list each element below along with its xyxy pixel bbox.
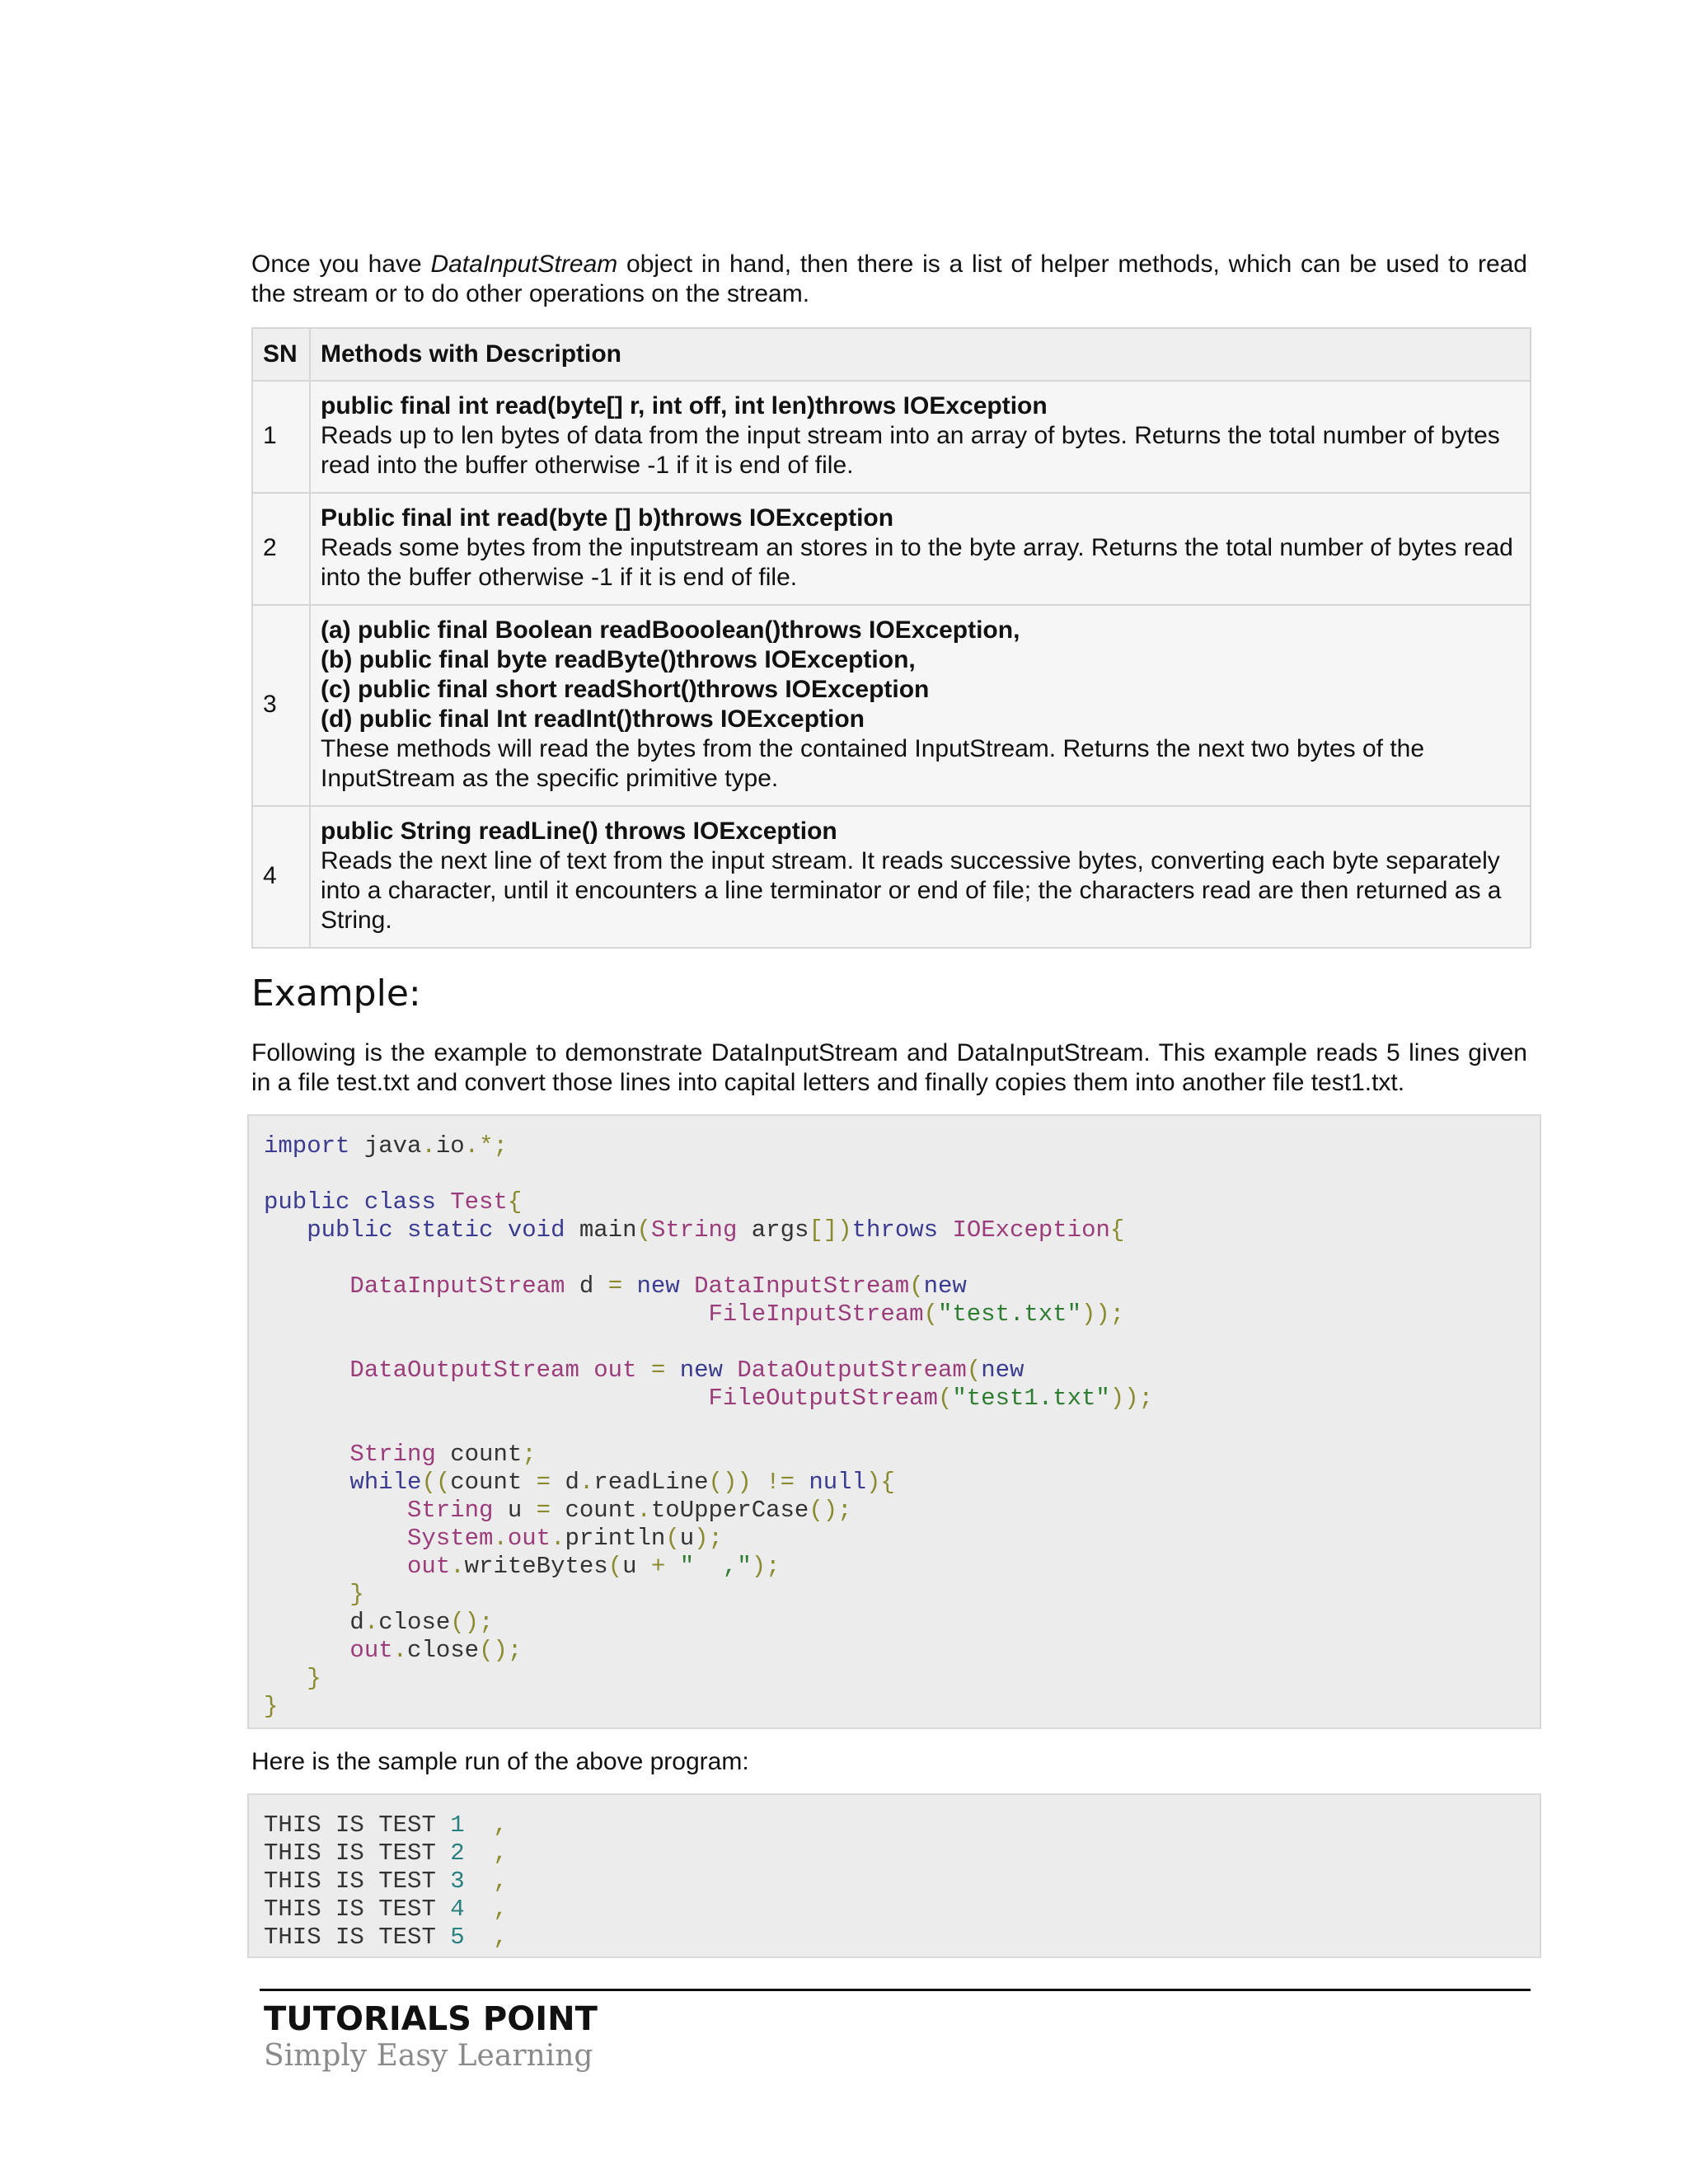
example-heading: Example: xyxy=(251,972,421,1015)
code-line: d.close(); xyxy=(349,1609,494,1636)
row-sn: 3 xyxy=(252,605,310,806)
code-line: public class Test{ xyxy=(264,1188,523,1216)
output-line: THIS IS TEST 4 , xyxy=(264,1896,508,1923)
method-description: Reads some bytes from the inputstream an stores in to the byte array. Returns the total number of bytes read into the buffer otherwise -1 if it is end of file. xyxy=(321,534,1513,591)
method-signature: public final int read(byte[] r, int off, int len)throws IOException xyxy=(321,392,1048,419)
intro-class-name: DataInputStream xyxy=(430,251,618,278)
method-signature: public String readLine() throws IOException xyxy=(321,818,837,845)
intro-paragraph xyxy=(251,250,1527,309)
code-line: } xyxy=(349,1581,364,1608)
code-line: out.close(); xyxy=(349,1637,523,1664)
footer-brand: TUTORIALS POINT xyxy=(264,2000,598,2038)
table-header-row xyxy=(252,328,1531,381)
output-line: THIS IS TEST 3 , xyxy=(264,1868,508,1895)
row-method-cell xyxy=(310,381,1531,493)
code-line: import java.io.*; xyxy=(264,1132,508,1160)
table-row xyxy=(252,493,1531,605)
row-method-cell xyxy=(310,806,1531,948)
row-method-cell xyxy=(310,605,1531,806)
code-line: DataInputStream d = new DataInputStream(new xyxy=(349,1272,967,1300)
method-signature: (c) public final short readShort()throws IOException xyxy=(321,676,930,703)
method-signature: (d) public final Int readInt()throws IOException xyxy=(321,705,865,733)
header-methods: Methods with Description xyxy=(310,328,1531,381)
footer-divider xyxy=(260,1989,1531,1991)
row-sn: 1 xyxy=(252,381,310,493)
code-line: out.writeBytes(u + " ,"); xyxy=(407,1553,781,1580)
code-block xyxy=(247,1114,1541,1729)
output-block xyxy=(247,1793,1541,1958)
method-signature: (a) public final Boolean readBooolean()throws IOException, xyxy=(321,616,1020,644)
footer-tagline: Simply Easy Learning xyxy=(264,2039,593,2073)
table-row xyxy=(252,806,1531,948)
code-line: String u = count.toUpperCase(); xyxy=(407,1497,852,1524)
header-sn: SN xyxy=(252,328,310,381)
table-row xyxy=(252,605,1531,806)
intro-text-after: object in hand, then there is a list of helper methods, which can be used to read the stream or to do other operations on the stream. xyxy=(251,251,1527,307)
code-line: FileOutputStream("test1.txt")); xyxy=(708,1385,1154,1412)
output-line: THIS IS TEST 1 , xyxy=(264,1811,508,1839)
code-line: } xyxy=(307,1665,321,1692)
code-line: } xyxy=(264,1693,279,1720)
row-sn: 4 xyxy=(252,806,310,948)
row-method-cell xyxy=(310,493,1531,605)
row-sn: 2 xyxy=(252,493,310,605)
method-signature: Public final int read(byte [] b)throws IOException xyxy=(321,504,894,532)
table-row xyxy=(252,381,1531,493)
method-description: Reads up to len bytes of data from the input stream into an array of bytes. Returns the total number of bytes read into the buffer otherwise -1 if it is end of file. xyxy=(321,422,1500,479)
code-line: public static void main(String args[])throws IOException{ xyxy=(307,1216,1125,1244)
code-line: String count; xyxy=(349,1441,537,1468)
code-line: DataOutputStream out = new DataOutputStream(new xyxy=(349,1357,1025,1384)
code-line: while((count = d.readLine()) != null){ xyxy=(349,1469,895,1496)
sample-run-intro: Here is the sample run of the above program: xyxy=(251,1748,749,1775)
example-intro-paragraph: Following is the example to demonstrate DataInputStream and DataInputStream. This example reads 5 lines given in a file test.txt and convert those lines into capital letters and finally copies them into another file test1.txt. xyxy=(251,1039,1527,1096)
output-line: THIS IS TEST 2 , xyxy=(264,1840,508,1867)
output-line: THIS IS TEST 5 , xyxy=(264,1924,508,1951)
method-description: Reads the next line of text from the input stream. It reads successive bytes, converting each byte separately into a character, until it encounters a line terminator or end of file; the characters read are then returned as a String. xyxy=(321,847,1502,934)
intro-text-before: Once you have xyxy=(251,251,431,278)
methods-table xyxy=(251,327,1531,949)
code-line: System.out.println(u); xyxy=(407,1525,723,1552)
method-signature: (b) public final byte readByte()throws IOException, xyxy=(321,646,916,673)
code-line: FileInputStream("test.txt")); xyxy=(708,1301,1125,1328)
method-description: These methods will read the bytes from the contained InputStream. Returns the next two bytes of the InputStream as the specific primitive type. xyxy=(321,735,1425,792)
